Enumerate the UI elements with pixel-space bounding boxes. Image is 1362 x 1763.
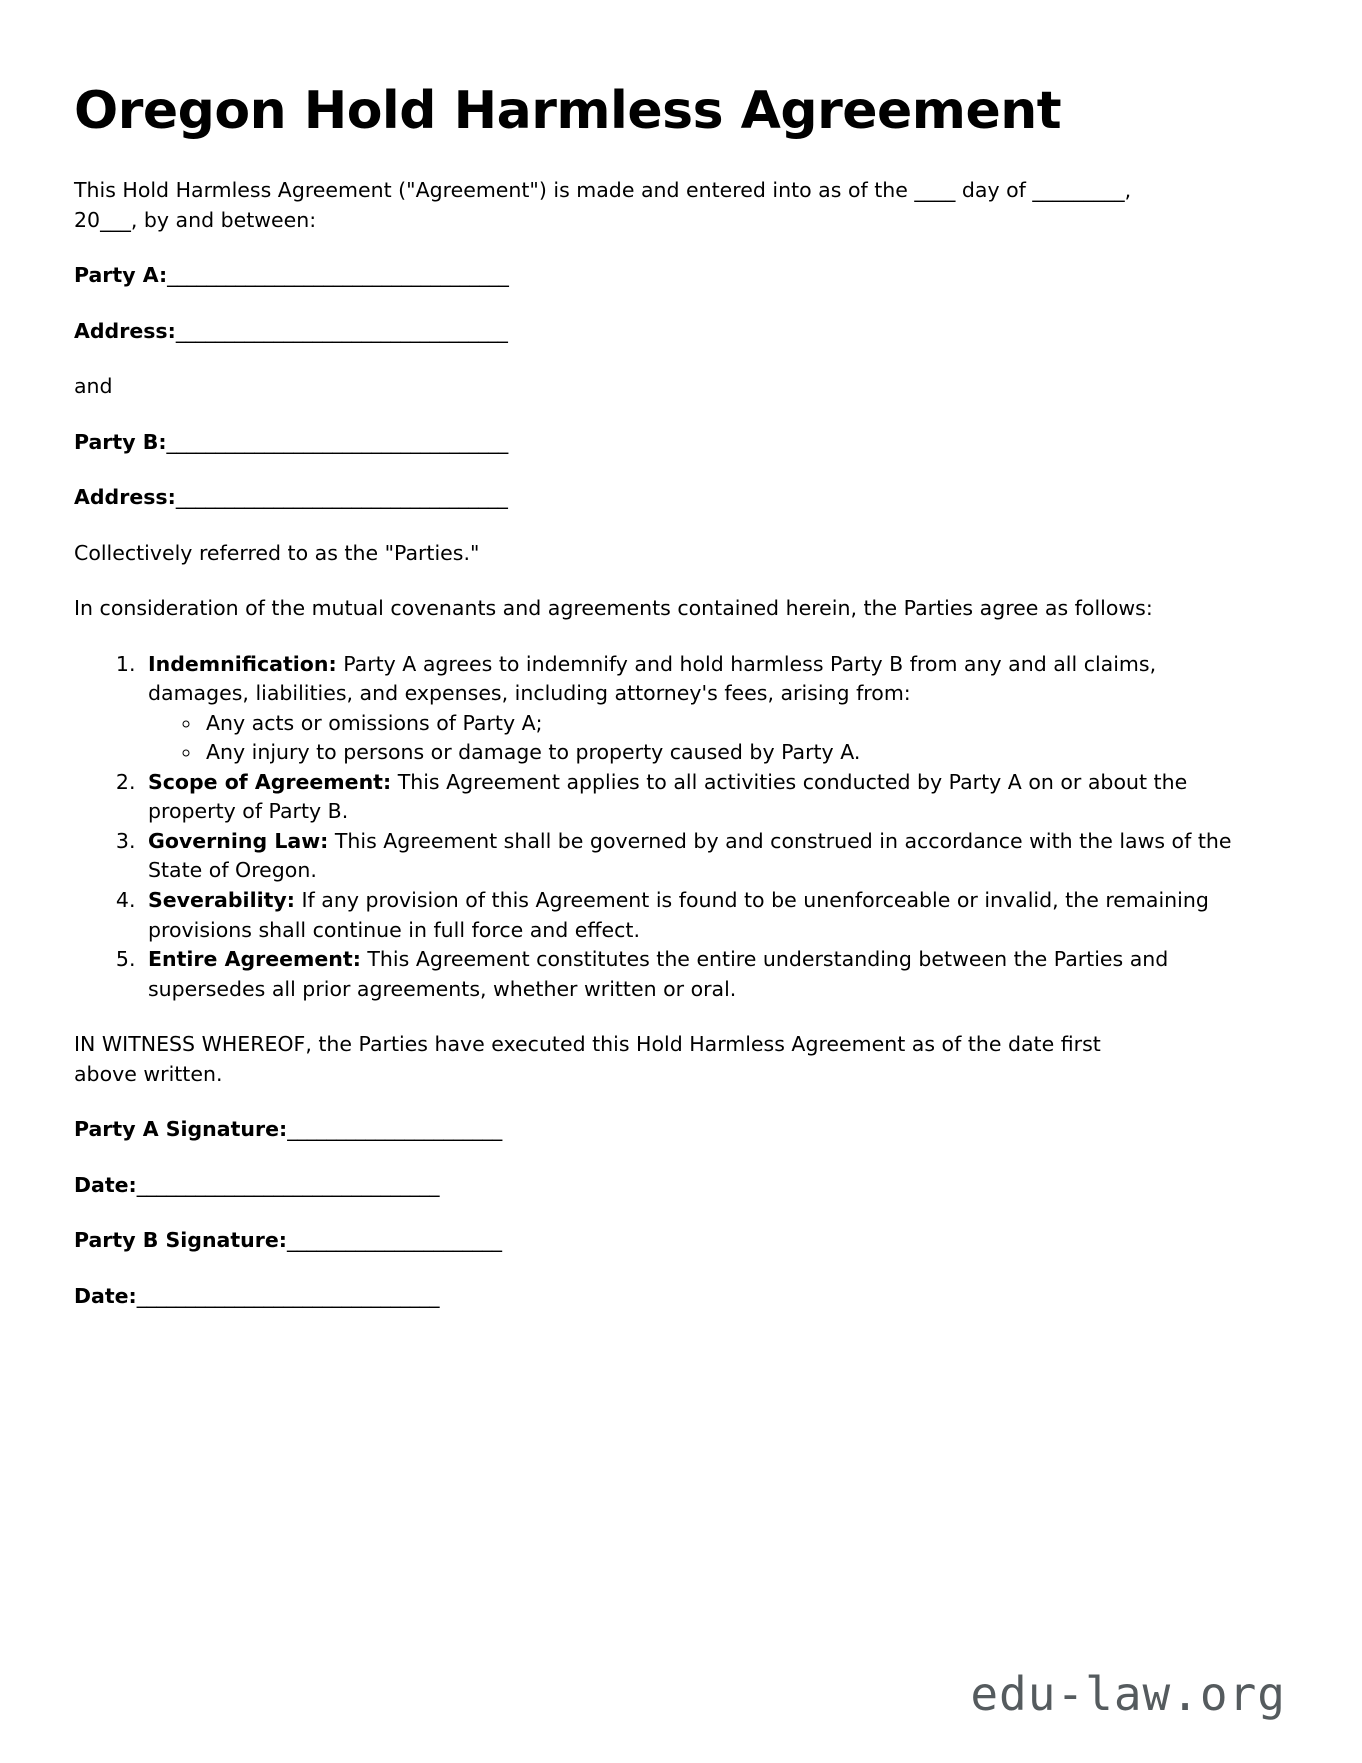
party-a-address-blank[interactable]: __________________________________ [175,318,508,343]
list-item [142,768,1262,827]
party-b-address-label: Address: [74,485,176,510]
party-a-date-field [74,1171,1288,1201]
party-b-blank[interactable]: ___________________________________ [166,429,508,454]
party-a-signature-blank[interactable]: ______________________ [287,1117,502,1142]
party-a-field [74,261,1288,291]
party-b-signature-label: Party B Signature: [74,1228,287,1253]
party-b-date-field [74,1282,1288,1312]
term-text: This Agreement constitutes the entire understanding between the Parties and supersedes all prior agreements, whether written or oral. [148,947,1169,1001]
party-a-blank[interactable]: ___________________________________ [167,263,509,288]
term-label: Severability: [148,888,295,912]
party-b-address-field [74,483,1288,513]
party-b-date-blank[interactable]: _______________________________ [136,1283,440,1308]
party-b-date-label: Date: [74,1283,137,1308]
party-b-signature-field [74,1226,1288,1256]
term-label: Entire Agreement: [148,947,361,972]
term-text: If any provision of this Agreement is found to be unenforceable or invalid, the remaining provisions shall continue in full force and effect. [148,888,1209,942]
party-b-address-blank[interactable]: __________________________________ [175,485,508,510]
conjunction-and: and [74,374,113,399]
list-item: ◦ Any acts or omissions of Party A; [202,709,1262,739]
term-label: Governing Law: [148,828,329,853]
term-text: This Agreement shall be governed by and construed in accordance with the laws of the State of Oregon. [148,828,1232,883]
party-a-address-label: Address: [74,318,176,343]
party-b-signature-blank[interactable]: ______________________ [286,1228,502,1253]
party-b-field [74,428,1288,458]
party-a-address-field [74,317,1288,347]
intro-paragraph: This Hold Harmless Agreement ("Agreement") is made and entered into as of the ____ day of _________, 20___, by and between: [74,178,1132,232]
list-item [142,945,1262,1004]
terms-list [74,650,1262,1004]
term-text: This Agreement applies to all activities conducted by Party A on or about the property of Party B. [148,769,1188,824]
party-a-signature-label: Party A Signature: [74,1117,288,1142]
party-b-label: Party B: [74,429,167,454]
consideration-paragraph: In consideration of the mutual covenants and agreements contained herein, the Parties agree as follows: [74,596,1153,621]
page-title: Oregon Hold Harmless Agreement [74,81,1062,141]
witness-paragraph: IN WITNESS WHEREOF, the Parties have executed this Hold Harmless Agreement as of the date first above written. [74,1032,1101,1086]
list-item [142,886,1262,945]
list-item [142,827,1262,886]
term-text: Party A agrees to indemnify and hold harmless Party B from any and all claims, damages, liabilities, and expenses, including attorney's fees, arising from: [148,651,1157,706]
party-a-date-blank[interactable]: _______________________________ [136,1172,440,1197]
party-a-date-label: Date: [74,1172,137,1197]
party-a-signature-field [74,1115,1288,1145]
party-a-label: Party A: [74,263,168,288]
list-item: ◦ Any injury to persons or damage to property caused by Party A. [202,738,1262,768]
site-watermark: edu-law.org [970,1667,1286,1721]
term-label: Scope of Agreement: [148,769,392,794]
collective-reference-line: Collectively referred to as the "Parties." [74,540,480,565]
signature-block [74,1115,1288,1311]
term-label: Indemnification: [148,651,337,676]
subterms-list [148,709,1262,768]
list-item [142,650,1262,768]
